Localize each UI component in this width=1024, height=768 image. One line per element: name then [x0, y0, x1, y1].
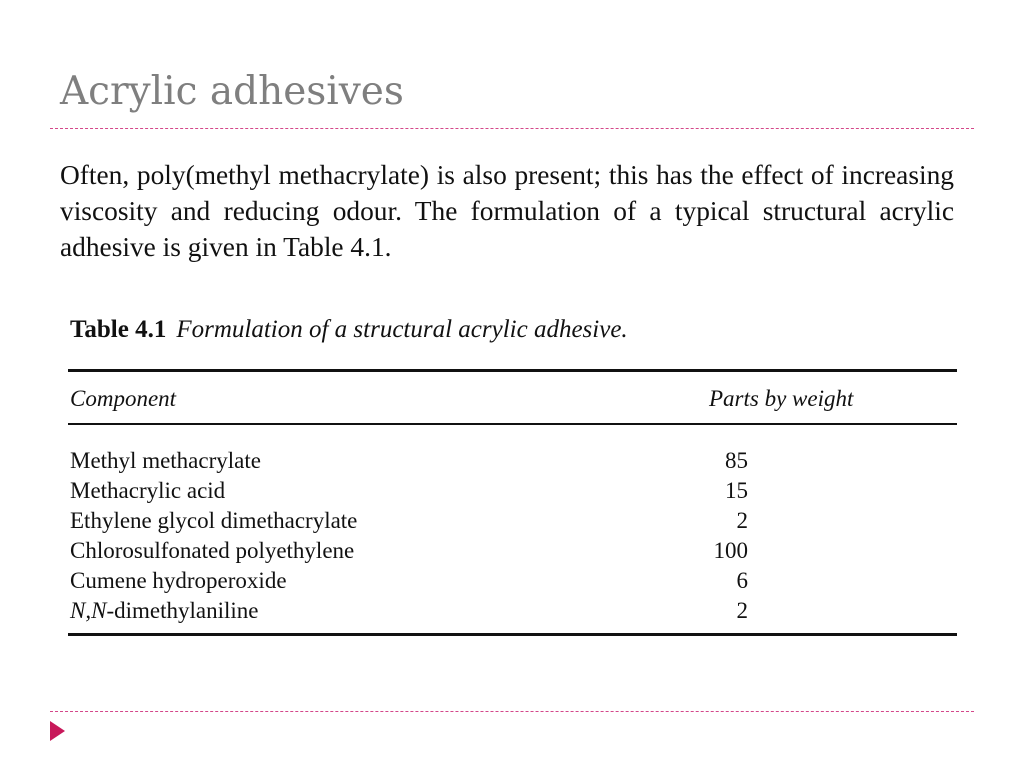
- component-name-suffix: -dimethylaniline: [106, 598, 259, 623]
- component-name: [70, 596, 258, 626]
- parts-value: 85: [725, 448, 748, 473]
- component-name-italic-prefix: N,N: [70, 598, 107, 623]
- parts-value: 6: [736, 568, 748, 593]
- parts-value: 15: [725, 478, 748, 503]
- component-name: Methyl methacrylate: [70, 448, 261, 473]
- table-caption-label: Table 4.1: [70, 316, 167, 343]
- component-name: Ethylene glycol dimethacrylate: [70, 508, 358, 533]
- table-caption: [70, 316, 628, 344]
- table-row: [70, 596, 770, 626]
- table-body: [70, 446, 770, 626]
- parts-value: 2: [736, 508, 748, 533]
- table-bottom-rule: [68, 633, 957, 636]
- table-caption-text: Formulation of a structural acrylic adhesive.: [176, 316, 628, 343]
- table-header-component: Component: [70, 386, 177, 411]
- parts-value: 2: [736, 598, 748, 623]
- title-divider: [50, 128, 974, 129]
- slide-title: Acrylic adhesives: [60, 69, 404, 114]
- component-name: Methacrylic acid: [70, 478, 226, 503]
- table-top-rule: [68, 369, 957, 372]
- table-row: [70, 506, 770, 536]
- table-row: [70, 476, 770, 506]
- triangle-bullet-icon: [50, 721, 65, 741]
- body-paragraph: Often, poly(methyl methacrylate) is also present; this has the effect of increasing viscosity and reducing odour. The formulation of a typical structural acrylic adhesive is given in Table 4.1.: [60, 160, 954, 262]
- table-row: [70, 446, 770, 476]
- table-header-rule: [68, 423, 957, 425]
- component-name: Cumene hydroperoxide: [70, 568, 287, 593]
- component-name: Chlorosulfonated polyethylene: [70, 538, 355, 563]
- table-header-parts: Parts by weight: [709, 386, 854, 411]
- parts-value: 100: [713, 538, 748, 563]
- footer-divider: [50, 711, 974, 712]
- table-row: [70, 536, 770, 566]
- table-row: [70, 566, 770, 596]
